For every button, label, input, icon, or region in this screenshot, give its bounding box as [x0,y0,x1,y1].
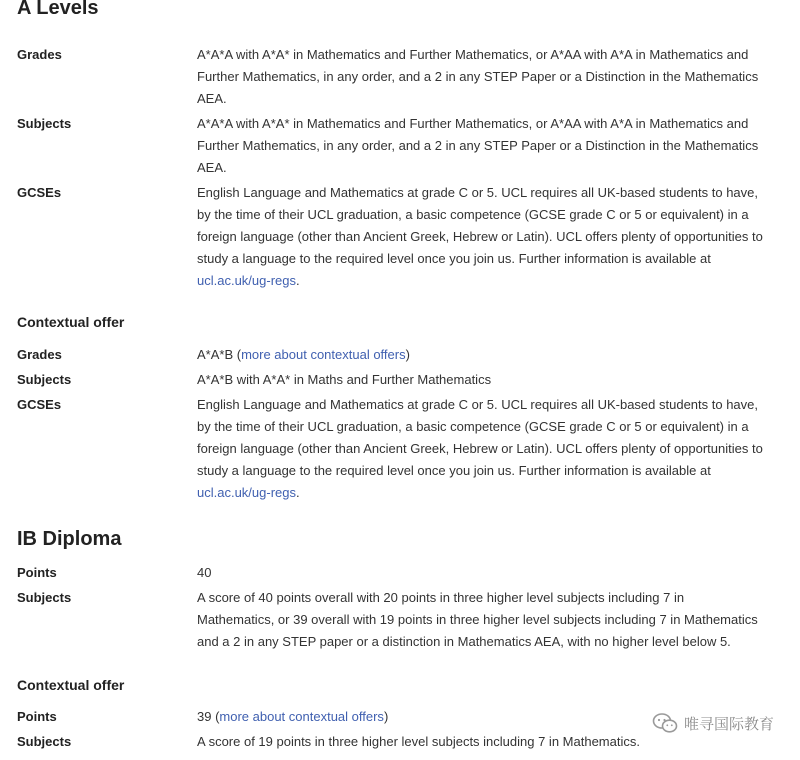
row-value: A*A*A with A*A* in Mathematics and Further Mathematics, or A*AA with A*A in Mathematics and Further Mathematics, in any order, and a 2 in any STEP Paper or a Distinction in the Mathematics AEA. [197,116,759,175]
gcse-text-end: . [296,485,300,500]
row-value [197,344,763,366]
requirement-row-subjects [17,369,763,391]
row-label: Grades [17,47,62,62]
requirement-row-subjects [17,587,763,653]
requirement-row-gcses [17,394,763,504]
requirement-row-grades [17,344,763,366]
gcse-text-end: . [296,273,300,288]
watermark-text: 唯寻国际教育 [683,714,774,733]
wechat-icon [652,712,678,734]
row-value: A score of 19 points in three higher level subjects including 7 in Mathematics. [197,734,640,749]
section-title-a-levels: A Levels [17,0,99,19]
points-text-end: ) [383,709,389,724]
contextual-offers-link[interactable]: more about contextual offers [219,709,384,724]
row-value: A score of 40 points overall with 20 points in three higher level subjects including 7 in Mathematics, or 39 overall with 19 points in three higher level subjects including 7 in Mathematics and a 2 in any STEP paper or a distinction in Mathematics AEA, with no higher level below 5. [197,590,758,649]
grades-text: A*A*B ( [197,347,242,362]
row-label: Grades [17,347,62,362]
section-title-contextual-offer: Contextual offer [17,677,125,693]
row-label: GCSEs [17,397,62,412]
row-label: Points [17,565,57,580]
row-value [197,182,763,292]
requirement-row-points [17,562,763,584]
row-label: GCSEs [17,185,62,200]
a-levels-block [17,44,763,295]
row-value: 40 [197,565,212,580]
row-value: A*A*A with A*A* in Mathematics and Further Mathematics, or A*AA with A*A in Mathematics and Further Mathematics, in any order, and a 2 in any STEP Paper or a Distinction in the Mathematics AEA. [197,47,759,106]
row-label: Subjects [17,372,72,387]
requirement-row-subjects [17,731,763,753]
points-text: 39 ( [197,709,220,724]
requirement-row-subjects [17,113,763,179]
requirement-row-grades [17,44,763,110]
ug-regs-link[interactable]: ucl.ac.uk/ug-regs [197,485,296,500]
row-value: A*A*B with A*A* in Maths and Further Mathematics [197,372,492,387]
row-label: Subjects [17,116,72,131]
gcse-text: English Language and Mathematics at grade C or 5. UCL requires all UK-based students to have, by the time of their UCL graduation, a basic competence (GCSE grade C or 5 or equivalent) in a foreign language (other than Ancient Greek, Hebrew or Latin). UCL offers plenty of opportunities to study a language to the required level once you join us. Further information is available at [197,397,763,478]
grades-text-end: ) [405,347,410,362]
row-label: Subjects [17,734,72,749]
requirement-row-gcses [17,182,763,292]
row-label: Points [17,709,57,724]
gcse-text: English Language and Mathematics at grade C or 5. UCL requires all UK-based students to have, by the time of their UCL graduation, a basic competence (GCSE grade C or 5 or equivalent) in a foreign language (other than Ancient Greek, Hebrew or Latin). UCL offers plenty of opportunities to study a language to the required level once you join us. Further information is available at [197,185,763,266]
ib-block [17,562,763,656]
ug-regs-link[interactable]: ucl.ac.uk/ug-regs [197,273,296,288]
row-value [197,394,763,504]
section-title-ib-diploma: IB Diploma [17,528,122,550]
section-title-contextual-offer: Contextual offer [17,314,125,330]
a-levels-contextual-block [17,344,763,507]
watermark [652,712,774,734]
row-label: Subjects [17,590,72,605]
contextual-offers-link[interactable]: more about contextual offers [241,347,406,362]
